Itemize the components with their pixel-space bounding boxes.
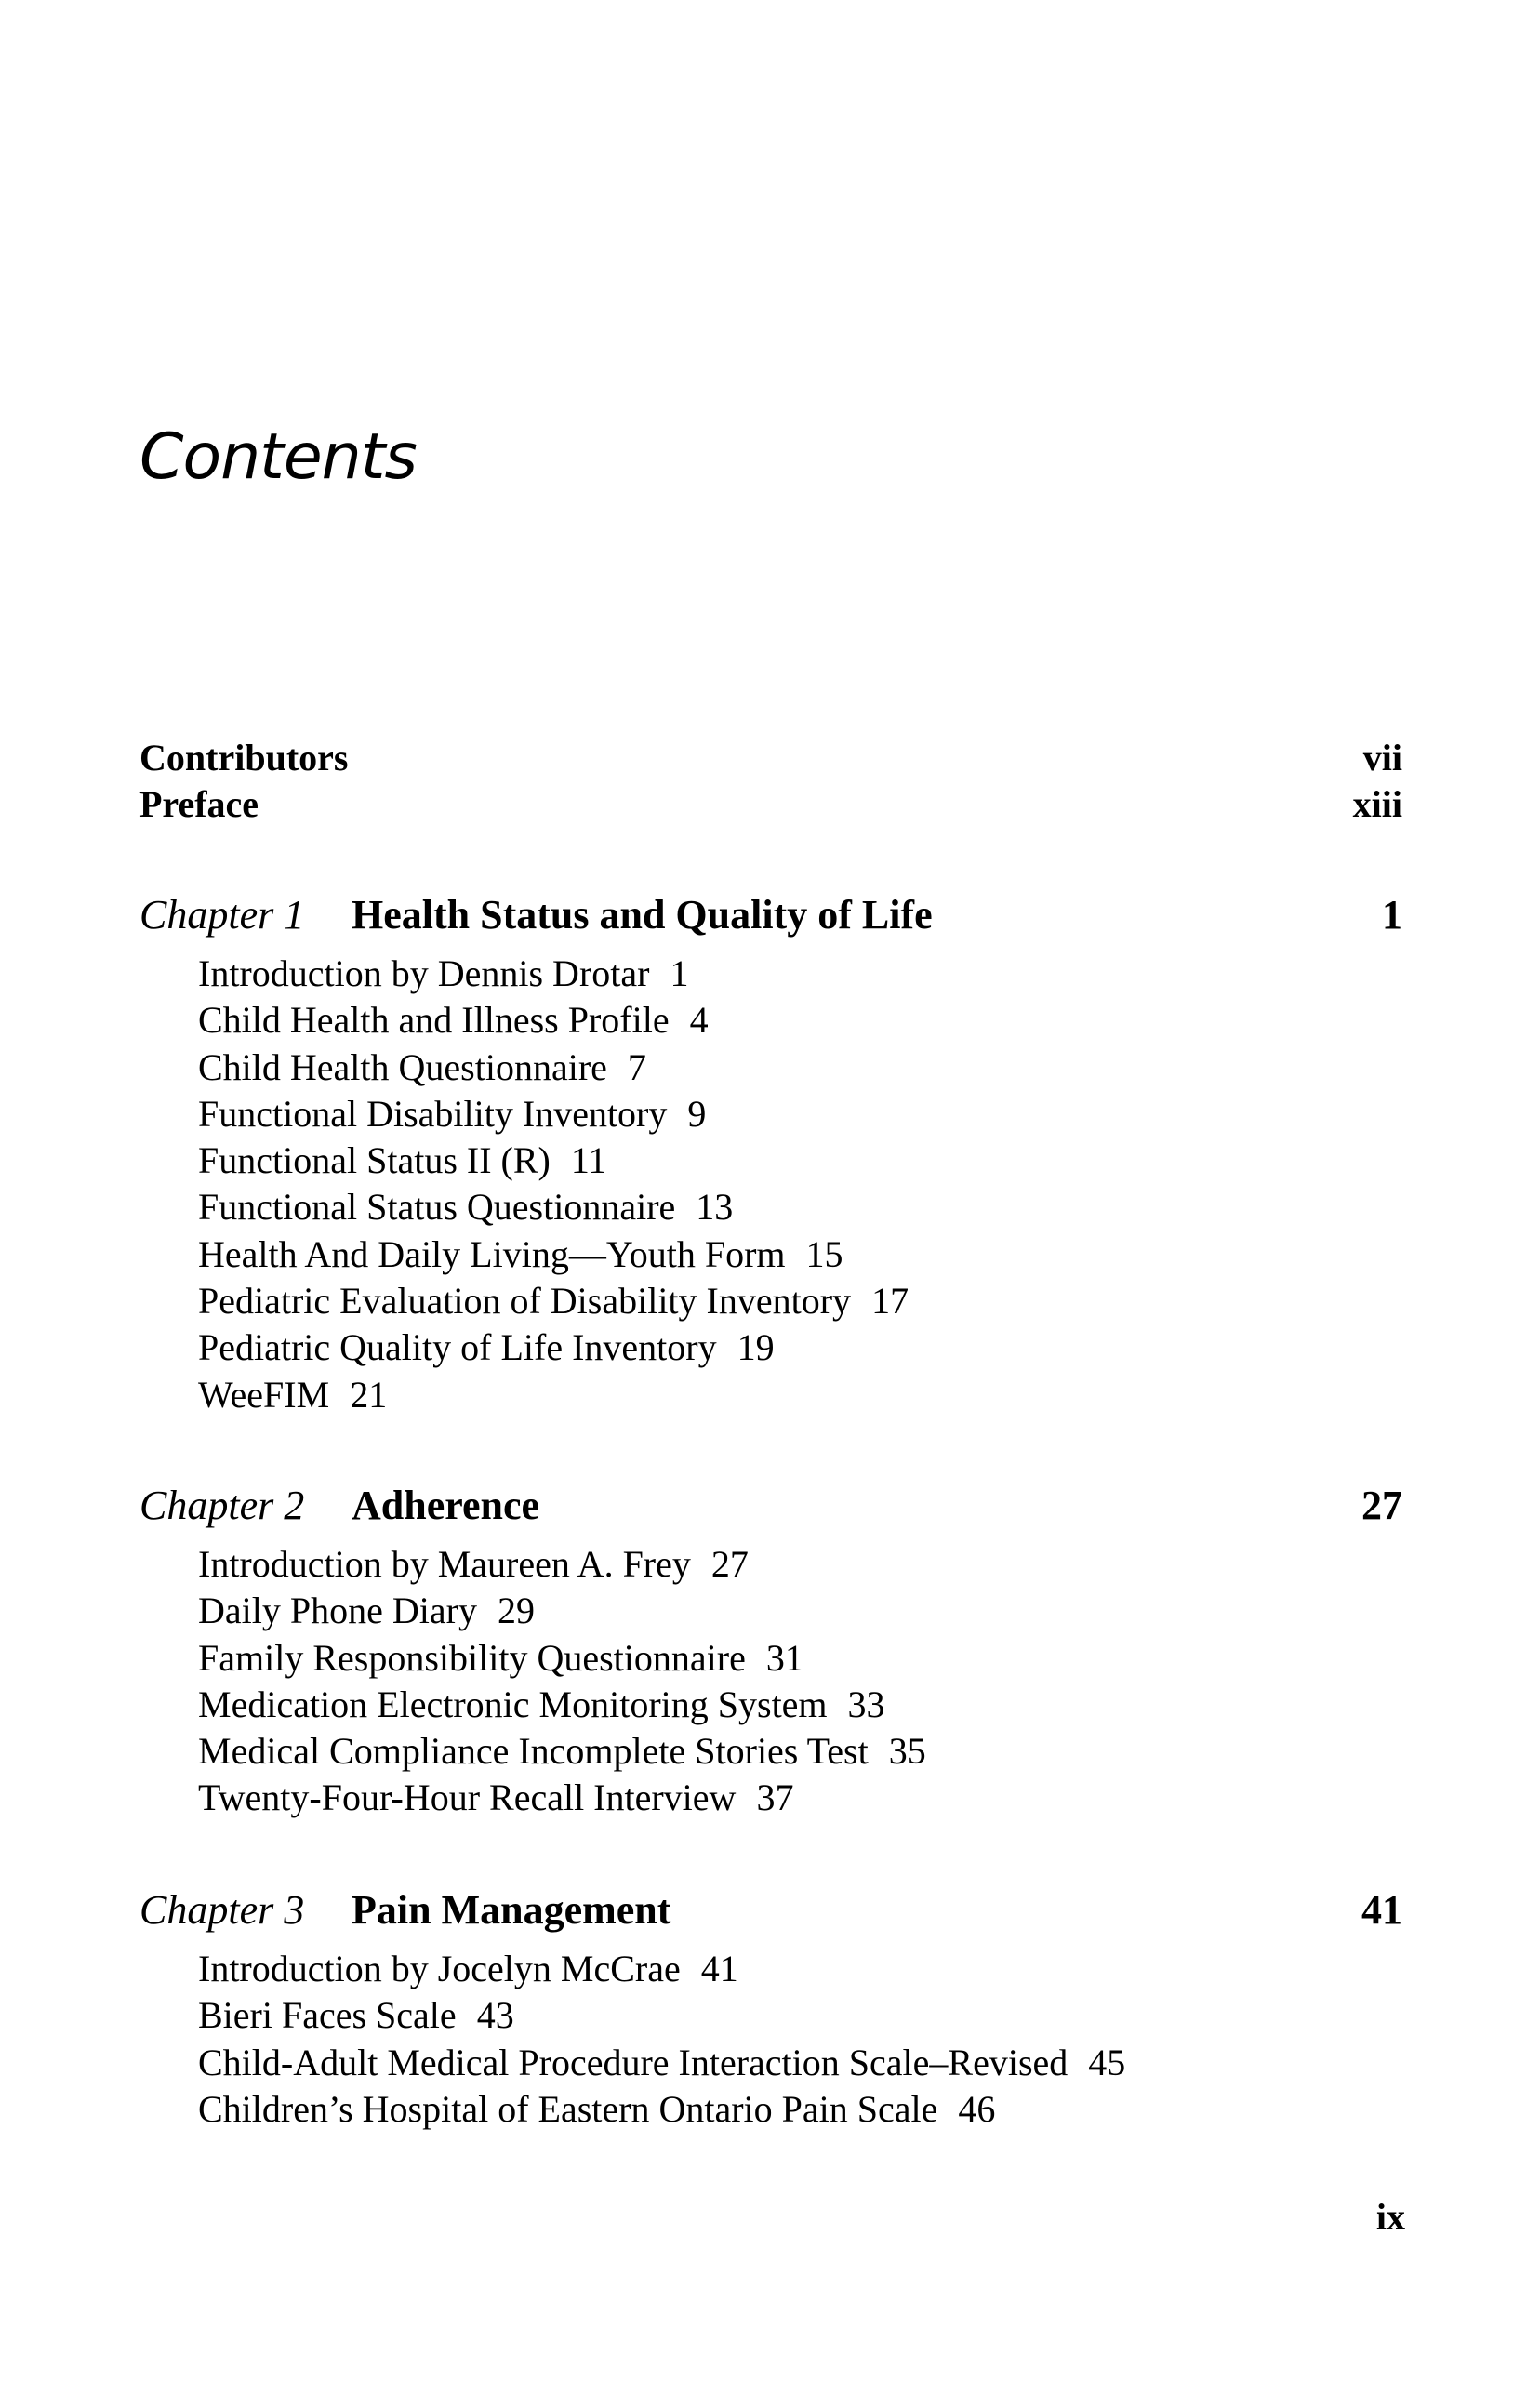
chapter-entries — [139, 1541, 1402, 1822]
entry-page: 13 — [696, 1186, 734, 1229]
toc-entry[interactable] — [198, 1231, 1402, 1278]
entry-title: Introduction by Dennis Drotar — [198, 952, 650, 994]
entry-page: 19 — [737, 1326, 775, 1369]
entry-page: 27 — [710, 1543, 749, 1585]
entry-title: Child-Adult Medical Procedure Interaction Scale–Revised — [198, 2041, 1069, 2083]
toc-entry[interactable] — [198, 1588, 1402, 1634]
front-matter-label: Contributors — [139, 737, 349, 778]
chapter-label: Chapter 3 — [139, 1887, 305, 1933]
chapter-page: 27 — [1361, 1483, 1402, 1528]
chapter-title: Adherence — [352, 1483, 540, 1528]
entry-page: 9 — [687, 1092, 707, 1135]
entry-title: Family Responsibility Questionnaire — [198, 1636, 746, 1679]
chapter-entries — [139, 1946, 1402, 2133]
toc-entry[interactable] — [198, 1775, 1402, 1821]
entry-page: 46 — [958, 2087, 996, 2130]
toc-entry[interactable] — [198, 1137, 1402, 1184]
toc-entry[interactable] — [198, 1091, 1402, 1137]
entry-page: 41 — [700, 1948, 738, 1989]
entry-title: Daily Phone Diary — [198, 1590, 477, 1632]
entry-page: 21 — [350, 1373, 388, 1416]
entry-page: 31 — [765, 1636, 803, 1679]
toc-entry[interactable] — [198, 1278, 1402, 1324]
entry-page: 11 — [570, 1139, 607, 1182]
contents-page — [139, 0, 1404, 2408]
toc-entry[interactable] — [198, 2086, 1402, 2133]
chapter-label: Chapter 1 — [139, 892, 305, 938]
chapter-3-section — [139, 1875, 1402, 2133]
entry-page: 7 — [627, 1045, 646, 1088]
toc-entry[interactable] — [198, 1541, 1402, 1588]
chapter-heading[interactable] — [139, 1875, 1402, 1946]
chapter-page: 41 — [1361, 1887, 1402, 1933]
toc-entry[interactable] — [198, 1728, 1402, 1775]
chapter-label: Chapter 2 — [139, 1483, 305, 1528]
entry-title: Child Health and Illness Profile — [198, 999, 670, 1042]
entry-page: 43 — [476, 1994, 514, 2037]
entry-title: Pediatric Evaluation of Disability Inventory — [198, 1280, 852, 1323]
toc-entry[interactable] — [198, 1635, 1402, 1682]
entry-title: Functional Status Questionnaire — [198, 1186, 676, 1229]
entry-title: Introduction by Maureen A. Frey — [198, 1543, 691, 1585]
toc-entry[interactable] — [198, 1184, 1402, 1231]
entry-page: 45 — [1088, 2041, 1126, 2083]
toc-entry[interactable] — [198, 997, 1402, 1044]
toc-entry[interactable] — [198, 1682, 1402, 1728]
toc-entry[interactable] — [198, 1324, 1402, 1371]
chapter-title: Pain Management — [352, 1887, 671, 1933]
entry-page: 1 — [670, 952, 689, 994]
entry-title: Twenty-Four-Hour Recall Interview — [198, 1776, 737, 1819]
front-matter-contributors[interactable] — [139, 735, 1402, 781]
toc-entry[interactable] — [198, 1044, 1402, 1091]
entry-title: Pediatric Quality of Life Inventory — [198, 1326, 717, 1369]
toc-entry[interactable] — [198, 1372, 1402, 1418]
page-title: Contents — [139, 420, 417, 494]
entry-page: 15 — [805, 1232, 843, 1275]
entry-title: Children’s Hospital of Eastern Ontario Pain Scale — [198, 2087, 938, 2130]
entry-title: Child Health Questionnaire — [198, 1045, 607, 1088]
chapter-heading[interactable] — [139, 1470, 1402, 1541]
front-matter-label: Preface — [139, 783, 259, 825]
entry-title: WeeFIM — [198, 1373, 330, 1416]
chapter-entries — [139, 951, 1402, 1418]
chapter-heading[interactable] — [139, 880, 1402, 951]
entry-title: Health And Daily Living—Youth Form — [198, 1232, 786, 1275]
front-matter-list — [139, 735, 1402, 828]
chapter-page: 1 — [1382, 892, 1402, 938]
toc-entry[interactable] — [198, 2040, 1402, 2086]
front-matter-preface[interactable] — [139, 781, 1402, 828]
front-matter-page: vii — [1362, 737, 1402, 778]
page-number: ix — [1375, 2196, 1405, 2238]
entry-title: Bieri Faces Scale — [198, 1994, 457, 2037]
entry-page: 4 — [689, 999, 709, 1042]
entry-page: 29 — [497, 1590, 535, 1632]
chapter-2-section — [139, 1470, 1402, 1822]
chapter-title: Health Status and Quality of Life — [352, 892, 933, 938]
entry-page: 33 — [847, 1683, 885, 1725]
entry-page: 35 — [888, 1730, 926, 1773]
entry-title: Functional Status II (R) — [198, 1139, 551, 1182]
toc-entry[interactable] — [198, 951, 1402, 997]
toc-entry[interactable] — [198, 1946, 1402, 1992]
entry-page: 17 — [871, 1280, 909, 1323]
entry-title: Introduction by Jocelyn McCrae — [198, 1948, 681, 1989]
entry-title: Medication Electronic Monitoring System — [198, 1683, 828, 1725]
front-matter-page: xiii — [1352, 783, 1402, 825]
entry-page: 37 — [756, 1776, 794, 1819]
chapter-1-section — [139, 880, 1402, 1418]
entry-title: Medical Compliance Incomplete Stories Test — [198, 1730, 869, 1773]
entry-title: Functional Disability Inventory — [198, 1092, 668, 1135]
toc-entry[interactable] — [198, 1992, 1402, 2039]
